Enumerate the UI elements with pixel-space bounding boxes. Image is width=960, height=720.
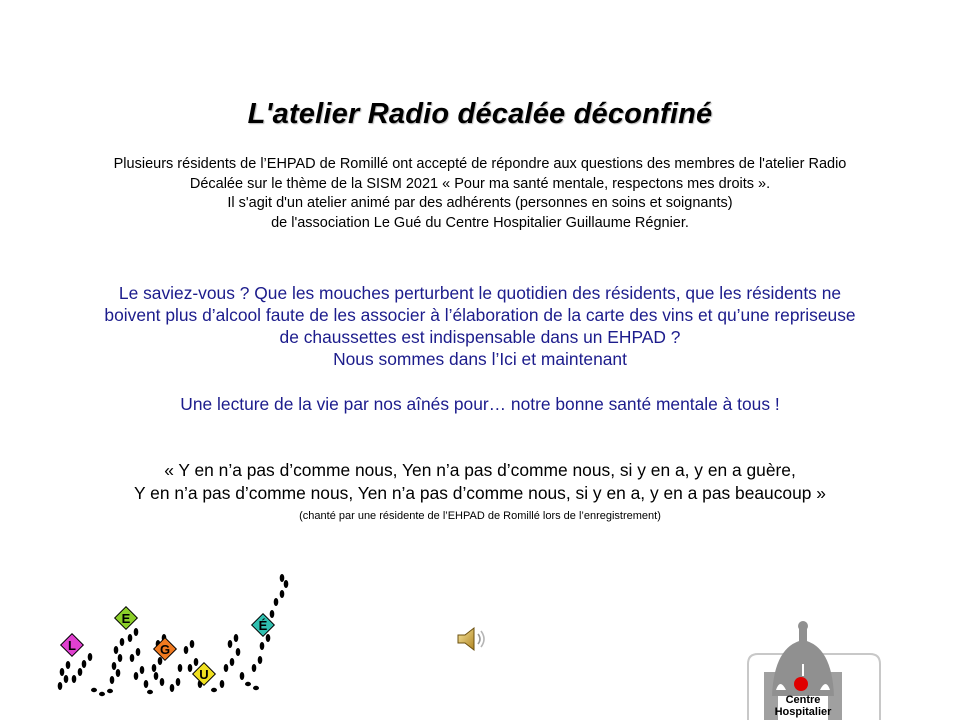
lecture-line: Une lecture de la vie par nos aînés pour… notre bonne santé mentale à tous ! (180, 394, 780, 414)
saviez-vous-line: boivent plus d’alcool faute de les associer à l’élaboration de la carte des vins et qu’une repriseuse (104, 305, 856, 325)
letter-e-badge (115, 607, 138, 630)
centre-hospitalier-logo (746, 616, 886, 720)
letter-u-badge (193, 663, 216, 686)
saviez-vous-paragraph (40, 282, 920, 370)
logo-ch-line2: Hospitalier (774, 706, 832, 718)
intro-line: de l'association Le Gué du Centre Hospitalier Guillaume Régnier. (271, 215, 689, 232)
letter-g: G (159, 642, 171, 657)
letter-l-badge (61, 634, 84, 657)
speaker-icon[interactable] (455, 624, 489, 654)
song-line: Y en n’a pas d’comme nous, Yen n’a pas d’comme nous, si y en a, y en a pas beaucoup » (134, 483, 826, 503)
song-line: « Y en n’a pas d’comme nous, Yen n’a pas d’comme nous, si y en a, y en a guère, (164, 460, 796, 480)
intro-line: Décalée sur le thème de la SISM 2021 « Pour ma santé mentale, respectons mes droits ». (189, 175, 771, 192)
letter-l: L (68, 638, 76, 653)
slide-title: L'atelier Radio décalée déconfiné (247, 98, 713, 130)
intro-paragraph (40, 155, 920, 234)
letter-e: E (121, 611, 131, 626)
logo-ch-text (760, 694, 846, 718)
logo-ch-line1: Centre (785, 694, 821, 706)
saviez-vous-line: Le saviez-vous ? Que les mouches perturbent le quotidien des résidents, que les résidents ne (118, 283, 842, 303)
saviez-vous-line: de chaussettes est indispensable dans un EHPAD ? (279, 327, 681, 347)
song-quote (40, 459, 920, 505)
footprints-icon (58, 574, 289, 696)
le-gue-logo (50, 572, 300, 702)
red-dot-icon (794, 677, 808, 691)
saviez-vous-line: Nous sommes dans l’Ici et maintenant (333, 349, 627, 369)
letter-u: U (199, 667, 209, 682)
intro-line: Plusieurs résidents de l’EHPAD de Romillé ont accepté de répondre aux questions des membres de l'atelier Radio (113, 156, 847, 172)
intro-line: Il s'agit d'un atelier animé par des adhérents (personnes en soins et soignants) (227, 195, 733, 212)
letter-e-accent: É (258, 618, 268, 633)
song-credit: (chanté par une résidente de l’EHPAD de Romillé lors de l’enregistrement) (299, 510, 661, 522)
